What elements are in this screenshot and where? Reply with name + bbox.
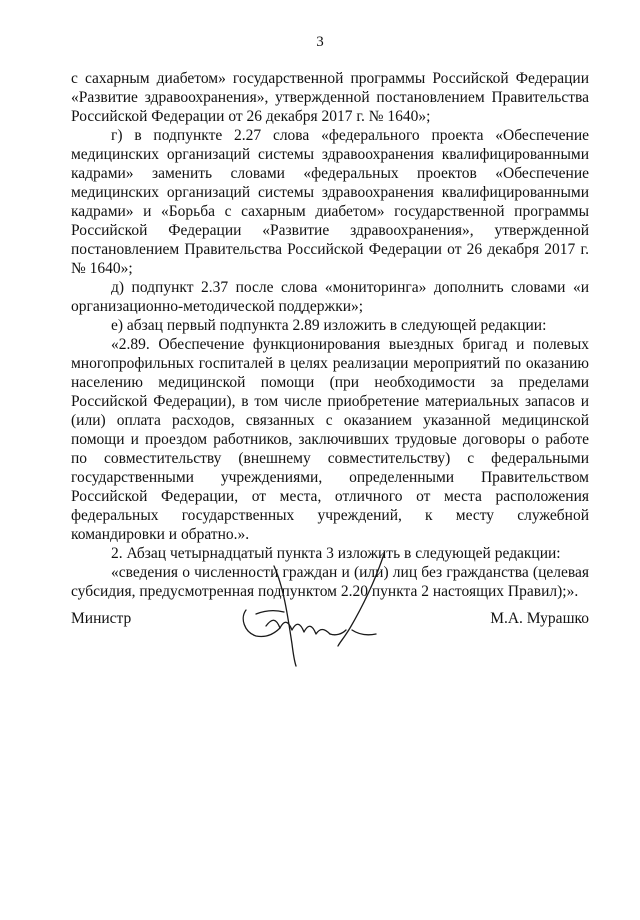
paragraph-subitem-e: е) абзац первый подпункта 2.89 изложить в следующей редакции: [111, 317, 547, 334]
signatory-name: М.А. Мурашко [490, 610, 589, 627]
handwritten-signature-icon [226, 548, 396, 668]
paragraph-quoted-2-89: «2.89. Обеспечение функционирования выездных бригад и полевых многопрофильных госпиталей в целях реализации мероприятий по оказанию населению медицинской помощи (при необходимости за пределами Российской Федерации), в том числе приобретение материальных запасов и (или) оплата расходов, связанных с оказанием указанной медицинской помощи и проездом работников, заключивших трудовые договоры о работе по совместительству (внешнему совместительству) с федеральными государственными учреждениями, определенными Правительством Российской Федерации, от места, отличного от места расположения федеральных государственных учреждений, к месту служебной командировки и обратно.». [71, 336, 589, 543]
paragraph-quoted-info: «сведения о численности граждан и (или) лиц без гражданства (целевая субсидия, предусмотренная подпунктом 2.20 пункта 2 настоящих Правил);». [71, 564, 589, 600]
document-body [71, 69, 589, 601]
paragraph-item-2: 2. Абзац четырнадцатый пункта 3 изложить в следующей редакции: [111, 545, 561, 562]
page-number: 3 [316, 34, 324, 50]
paragraph-continuation: с сахарным диабетом» государственной программы Российской Федерации «Развитие здравоохранения», утвержденной постановлением Правительства Российской Федерации от 26 декабря 2017 г. № 1640»; [71, 70, 589, 125]
paragraph-subitem-d: д) подпункт 2.37 после слова «мониторинга» дополнить словами «и организационно-методической поддержки»; [71, 279, 589, 315]
signatory-title: Министр [71, 610, 132, 627]
paragraph-subitem-g: г) в подпункте 2.27 слова «федерального проекта «Обеспечение медицинских организаций системы здравоохранения квалифицированными кадрами» заменить словами «федеральных проектов «Обеспечение медицинских организаций системы здравоохранения квалифицированными кадрами» и «Борьба с сахарным диабетом» государственной программы Российской Федерации «Развитие здравоохранения», утвержденной постановлением Правительства Российской Федерации от 26 декабря 2017 г. № 1640»; [71, 127, 589, 277]
